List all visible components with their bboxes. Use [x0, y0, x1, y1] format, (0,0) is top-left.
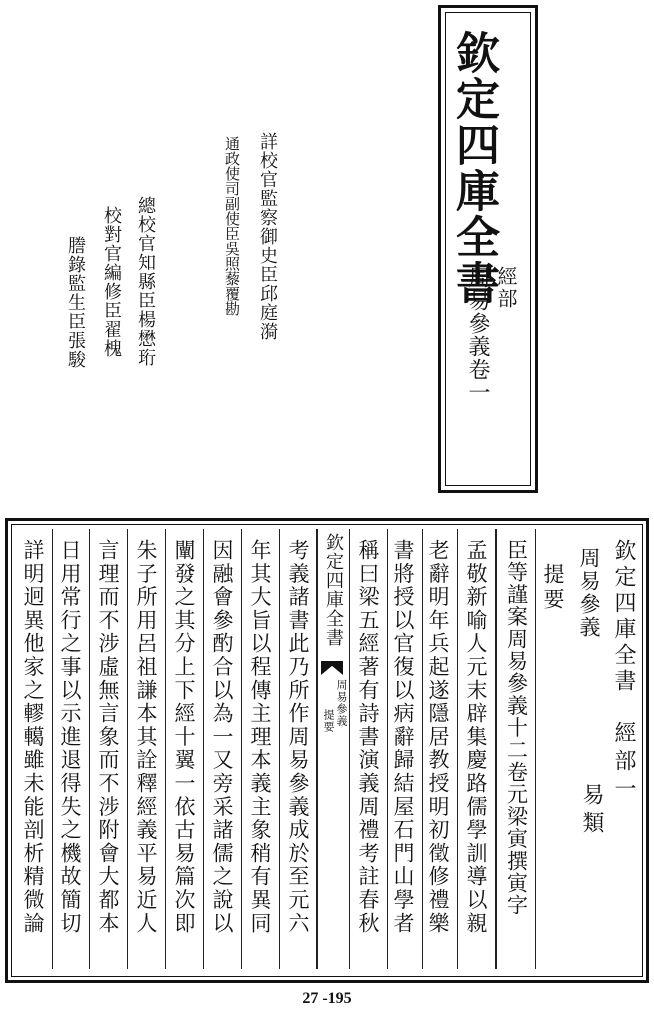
section-label: 提要	[541, 563, 565, 613]
volume-label: 周易參義卷一	[465, 266, 490, 404]
category-label-lower: 經部一	[611, 721, 636, 805]
credit-copyist: 謄錄監生臣張駿	[65, 236, 86, 369]
text-column: 書將授以官復以病辭歸結屋石門山學者	[383, 529, 423, 969]
text-column: 考義諸書此乃所作周易參義成於至元六	[278, 529, 318, 969]
center-fold	[316, 529, 350, 969]
fold-book-title: 周易參義	[335, 679, 348, 727]
text-column: 老辭明年兵起遂隱居教授明初徵修禮樂	[418, 529, 458, 969]
text-column: 詳明迥異他家之轇轕雖未能剖析精微論	[13, 529, 53, 969]
credit-collator: 校對官編修臣翟槐	[101, 206, 122, 358]
page-book-title: 周易參義	[577, 547, 601, 639]
fold-section: 提要	[322, 709, 335, 733]
text-column: 闡發之其分上下經十翼一依古易篇次即	[164, 529, 204, 969]
book-title: 欽定四庫全書	[448, 30, 499, 306]
text-column: 因融會參酌合以為一又旁采諸儒之說以	[202, 529, 242, 969]
category-label: 經部	[494, 266, 518, 310]
credit-proofreader-deputy: 通政使司副使臣吳照藜覆勘	[223, 136, 241, 316]
text-column: 年其大旨以程傳主理本義主象稍有異同	[240, 529, 280, 969]
text-page-frame	[5, 518, 649, 983]
credit-general-editor: 總校官知縣臣楊懋珩	[135, 196, 156, 367]
class-label: 易類	[579, 783, 604, 839]
fishtail-mark	[321, 661, 343, 675]
credit-proofreader-chief: 詳校官監察御史臣邱庭漪	[257, 132, 278, 341]
title-frame	[438, 5, 538, 493]
page-number: 27 -195	[302, 990, 352, 1007]
text-column: 孟敬新喻人元末辟集慶路儒學訓導以親	[456, 529, 496, 969]
page-header: 欽定四庫全書	[611, 539, 636, 695]
text-column: 臣等謹案周易參義十二卷元梁寅撰寅字	[496, 529, 536, 969]
text-column: 朱子所用呂祖謙本其詮釋經義平易近人	[126, 529, 166, 969]
text-column: 言理而不涉虛無言象而不涉附會大都本	[88, 529, 128, 969]
text-column: 稱曰梁五經著有詩書演義周禮考註春秋	[348, 529, 388, 969]
fold-header: 欽定四庫全書	[323, 533, 344, 647]
text-column: 日用常行之事以示進退得失之機故簡切	[50, 529, 90, 969]
